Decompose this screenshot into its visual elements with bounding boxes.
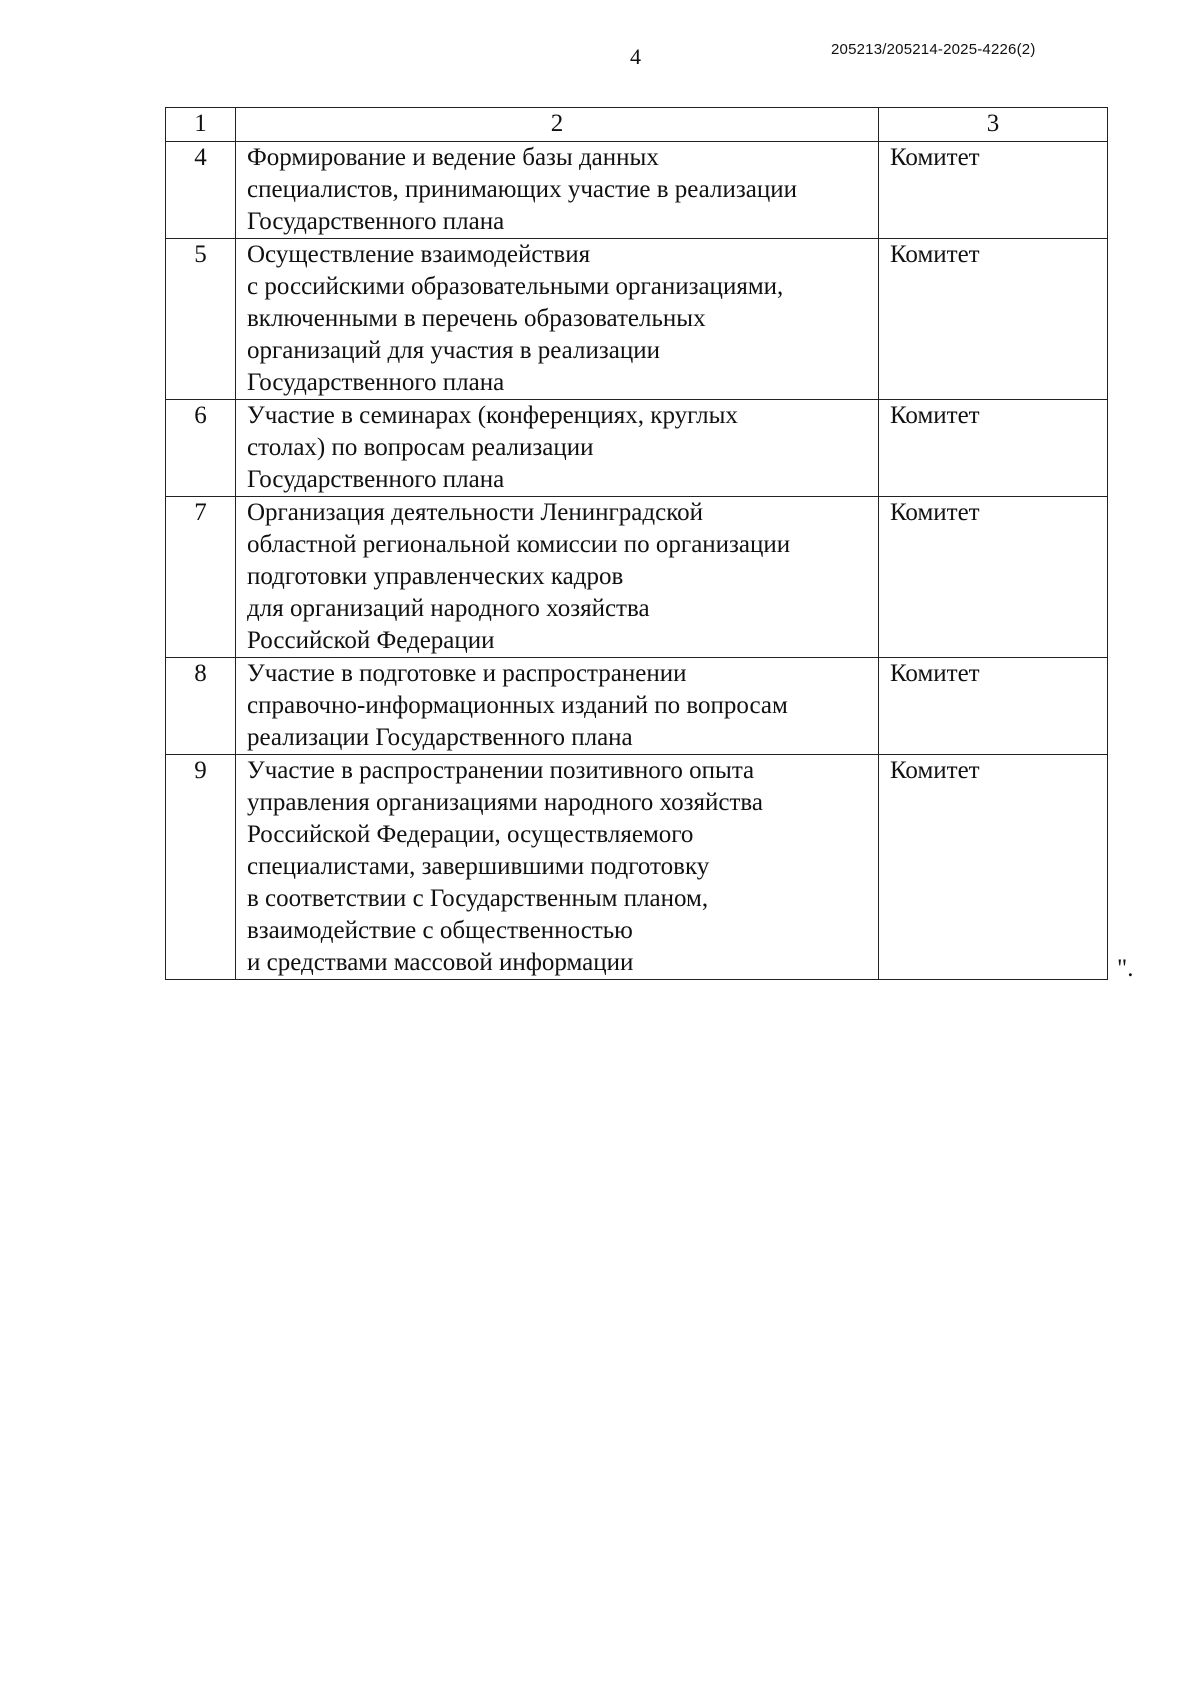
activity-line: Участие в семинарах (конференциях, круглых [247, 402, 738, 429]
responsible-cell: Комитет [879, 400, 1108, 497]
activity-line: Российской Федерации, осуществляемого [247, 821, 694, 848]
activity-line: организаций для участия в реализации [247, 337, 660, 364]
table-row [166, 400, 1108, 497]
table-row [166, 497, 1108, 658]
row-number: 9 [166, 755, 236, 980]
table-row [166, 755, 1108, 980]
activity-cell [236, 239, 879, 400]
column-header-activity: 2 [236, 108, 879, 142]
activity-cell [236, 658, 879, 755]
activity-line: областной региональной комиссии по организации [247, 531, 791, 558]
activity-line: Организация деятельности Ленинградской [247, 499, 703, 526]
table-row [166, 239, 1108, 400]
column-header-responsible: 3 [879, 108, 1108, 142]
table-row [166, 142, 1108, 239]
responsible-cell: Комитет [879, 497, 1108, 658]
plan-table [165, 107, 1108, 980]
activity-line: Государственного плана [247, 369, 505, 396]
activity-line: специалистов, принимающих участие в реализации [247, 176, 797, 203]
activity-line: Участие в распространении позитивного опыта [247, 757, 755, 784]
responsible-cell: Комитет [879, 658, 1108, 755]
activity-line: специалистами, завершившими подготовку [247, 853, 710, 880]
page-number: 4 [630, 44, 641, 69]
responsible-cell: Комитет [879, 755, 1108, 980]
table-header-row [166, 108, 1108, 142]
responsible-cell: Комитет [879, 142, 1108, 239]
activity-line: включенными в перечень образовательных [247, 305, 706, 332]
row-number: 8 [166, 658, 236, 755]
activity-line: Государственного плана [247, 466, 505, 493]
activity-cell [236, 142, 879, 239]
activity-line: в соответствии с Государственным планом, [247, 885, 709, 912]
activity-line: подготовки управленческих кадров [247, 563, 624, 590]
activity-line: реализации Государственного плана [247, 724, 633, 751]
activity-line: Государственного плана [247, 208, 505, 235]
row-number: 5 [166, 239, 236, 400]
activity-line: Российской Федерации [247, 627, 495, 654]
activity-line: взаимодействие с общественностью [247, 917, 633, 944]
activity-line: справочно-информационных изданий по вопросам [247, 692, 788, 719]
row-number: 7 [166, 497, 236, 658]
activity-line: Участие в подготовке и распространении [247, 660, 687, 687]
row-number: 6 [166, 400, 236, 497]
closing-quote-mark: ". [1117, 955, 1134, 982]
activity-line: столах) по вопросам реализации [247, 434, 594, 461]
activity-line: управления организациями народного хозяйства [247, 789, 763, 816]
activity-line: для организаций народного хозяйства [247, 595, 650, 622]
responsible-cell: Комитет [879, 239, 1108, 400]
document-id: 205213/205214-2025-4226(2) [831, 41, 1036, 58]
activity-line: Осуществление взаимодействия [247, 241, 591, 268]
activity-line: и средствами массовой информации [247, 949, 634, 976]
activity-line: Формирование и ведение базы данных [247, 144, 659, 171]
table-row [166, 658, 1108, 755]
activity-line: с российскими образовательными организациями, [247, 273, 784, 300]
activity-cell [236, 497, 879, 658]
column-header-number: 1 [166, 108, 236, 142]
row-number: 4 [166, 142, 236, 239]
activity-cell [236, 755, 879, 980]
activity-cell [236, 400, 879, 497]
